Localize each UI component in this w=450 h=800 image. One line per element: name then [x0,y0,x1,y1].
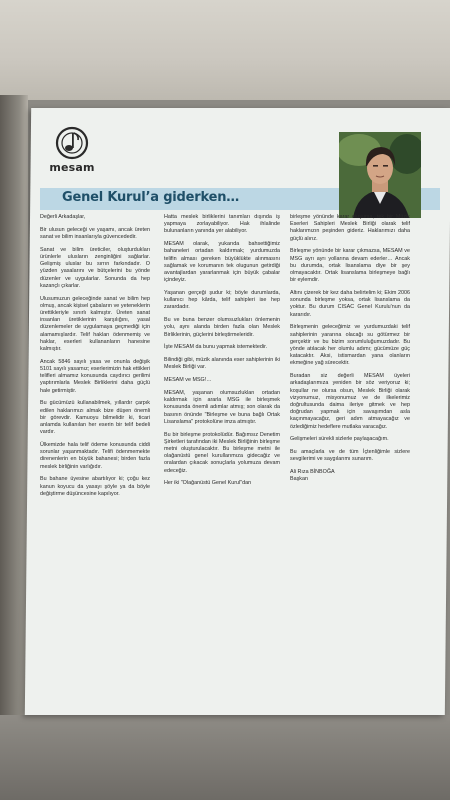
paragraph: Bir ulusun geleceği ve yaşamı, ancak üreten sanat ve bilim insanlarıyla güvencededir. [40,226,150,240]
paragraph: MESAM, yaşanan olumsuzlukları ortadan kaldırmak için ararla MSG ile birleşmek konusunda önemli adımlar atmış; son olarak da basının önünde "Birleşme ve buna bağlı Ortak Lisanslama" protokolüne imza atmıştır. [164,390,280,425]
paragraph: Buradan siz değerli MESAM üyeleri arkadaşlarımıza yeniden bir söz veriyoruz ki; koşullar ne olursa olsun, Meslek Birliği olarak vizyonumuz, misyonumuz ve de ilkelerimiz doğrultusunda daima ileriye gitmek ve hep doğrudan yapmak için savaşımdan asla kaçınmayacağız, geri adım atmayacağız ve özlediğimiz hedeflere mutlaka varacağız. [290,373,410,430]
text-column-2 [164,214,280,493]
signature [290,469,410,483]
paragraph: Değerli Arkadaşlar, [40,214,86,220]
portrait-photo [339,132,421,218]
music-note-icon [52,126,92,162]
paragraph: Bu gücümüzü kullanabilmek, yıllardır çarpık edilen haklarımızı almak bize düşen önemli bir görevdir. Kamuoyu bilmelidir ki, ticari anlamda kullanılan her eserin bir telif bedeli vardır. [40,400,150,436]
paragraph: Sanat ve bilim üreticiler, oluşturdukları ürünlerle ulusların zenginliğini sağlarlar. Gelişmiş uluslar bu sırrın farkındadır. O yüzden yasalarını ve bütçelerini bu yönde düzenler ve uygularlar. Sonunda da hep kazançlı çıkarlar. [40,246,150,289]
signature-name: Ali Rıza BİNBOĞA [290,469,335,476]
paragraph: Bu bir birleşme protokolüdür. Bağımsız Denetim Şirketleri tarafından iki Meslek Birliğinin birleşme metni oluşturulacaktır. Bu birleşme metni ile olağanüstü genel kurullarımıza gidecağiz ve oralardan çıkacak sonuçlarla yolumuza devam edeceğiz. [164,431,280,474]
paragraph: Birleşme yönünde bir karar çıkmazsa, MESAM ve MSG ayrı ayrı yollarına devam ederler… Ancak bu durumda, ortak lisanslama diye bir şey olmayacaktır. Ortak lisanslama birleşmeye bağlı bir eylemdir. [290,248,410,284]
mesam-logo [44,126,100,176]
paragraph: Gelişmeleri sürekli sizlerle paylaşacağım. [290,436,389,443]
paragraph: Bu amaçlarla ve de tüm İçtenliğimle sizlere sevgilerimi ve saygılarımı sunarım. [290,449,410,463]
paragraph: Bu bahane üyesine abartılıyor ki; çoğu kez kanun koyucu da yasayı şöyle ya da böyle değiştirme düşüncesine kapılıyor. [40,476,150,497]
background-left-binding [0,95,28,800]
paragraph: birleşme yönünde karar oluşursa, tek bir Müzik Eserleri Sahipleri Meslek Birliği olarak telif haklarımızın peşinden gideriz. Haklarımızı daha güçlü alırız. [290,214,410,242]
paragraph: Bu ve buna benzer olumsuzlukları önlemenin yolu, aynı alanda birden fazla olan Meslek Birliklerinin, güçlerini birleştirmeleridir. [164,317,280,338]
paragraph: Ulusumuzun geleceğinde sanat ve bilim hep olmuş, ancak kişisel çabaların ve yeteneklerin ürettikleriyle sınırlı kalmıştır. Üreten sanat insanları üretiklerinin karşılığını, yasal düzenlemeler de uygulamaya geçmediği için alamamışlardır. Telif hakları ödenmemiş ve haklar, eserleri kullananların hanesine kalmıştır. [40,295,150,353]
paragraph: Hatta meslek birliklerini tanımları dışında iş yapmaya zorlayabiliyor. Hak ihlalinde bulunanların yanında yer alabiliyor. [164,214,280,235]
background-bottom [0,715,450,800]
text-column-3 [290,214,410,489]
paragraph: Her iki "Olağanüstü Genel Kurul"dan [164,480,252,487]
paragraph: Ülkemizde hala telif ödeme konusunda ciddi sorunlar yaşanmaktadır. Telifi ödenmemekte direnenlerin en büyük bahanesi; birden fazla meslek birliğinin varlığıdır. [40,442,150,470]
paragraph: Bilindiği gibi, müzik alanında eser sahiplerinin iki Meslek Birliği var. [164,357,280,371]
background-top [0,0,450,100]
paragraph: Ancak 5846 sayılı yasa ve onunla değişik 5101 sayılı yasamız; eserlerimizin hak ettikleri telifleri almamız konusunda caydırıcı gerilimi yaptırımlarla Meslek Birliklerini daha güçlü hale getirmiştir. [40,358,150,394]
paragraph: MESAM olarak, yukarıda bahsettiğimiz bahaneleri ortadan kaldırmak; yurdumuzda telifin alması gereken büyüklükte alınmasını sağlamak ve korumanın tek olugunun getirdiği avantajlardan yararlanmak için büyük çabalar içindeyiz. [164,241,280,284]
signature-role: Başkan [290,476,308,483]
paragraph: MESAM ve MSG!… [164,377,212,384]
paragraph: Birleşmenin geleceğimiz ve yurdumuzdaki telif sahiplerinin yararına olacağı su götürmez bir gerçektir ve bu bizim sorumluluğumuzdadır. Bu yönde atılacak her olumlu adımı; gücümüze güç katacaktır. Aksi, istismardan yana olanların ekmeğine yağ sürecektir. [290,324,410,367]
paragraph: Yaşanan gerçeği şudur ki; böyle durumlarda, kullanıcı hep kârda, telif sahipleri ise hep zarardadır. [164,290,280,311]
page-title: Genel Kurul’a giderken… [62,190,240,205]
logo-text: mesam [49,161,95,174]
paragraph: İşte MESAM da bunu yapmak istemektedir. [164,344,268,351]
paragraph: Altını çizerek bir kez daha belirtelim ki; Ekim 2006 sonunda birleşme yoksa, ortak lisanslama da yoktur. Bu durum CISAC Genel Kurulu'nun da kararıdır. [290,290,410,318]
text-column-1 [40,214,150,504]
